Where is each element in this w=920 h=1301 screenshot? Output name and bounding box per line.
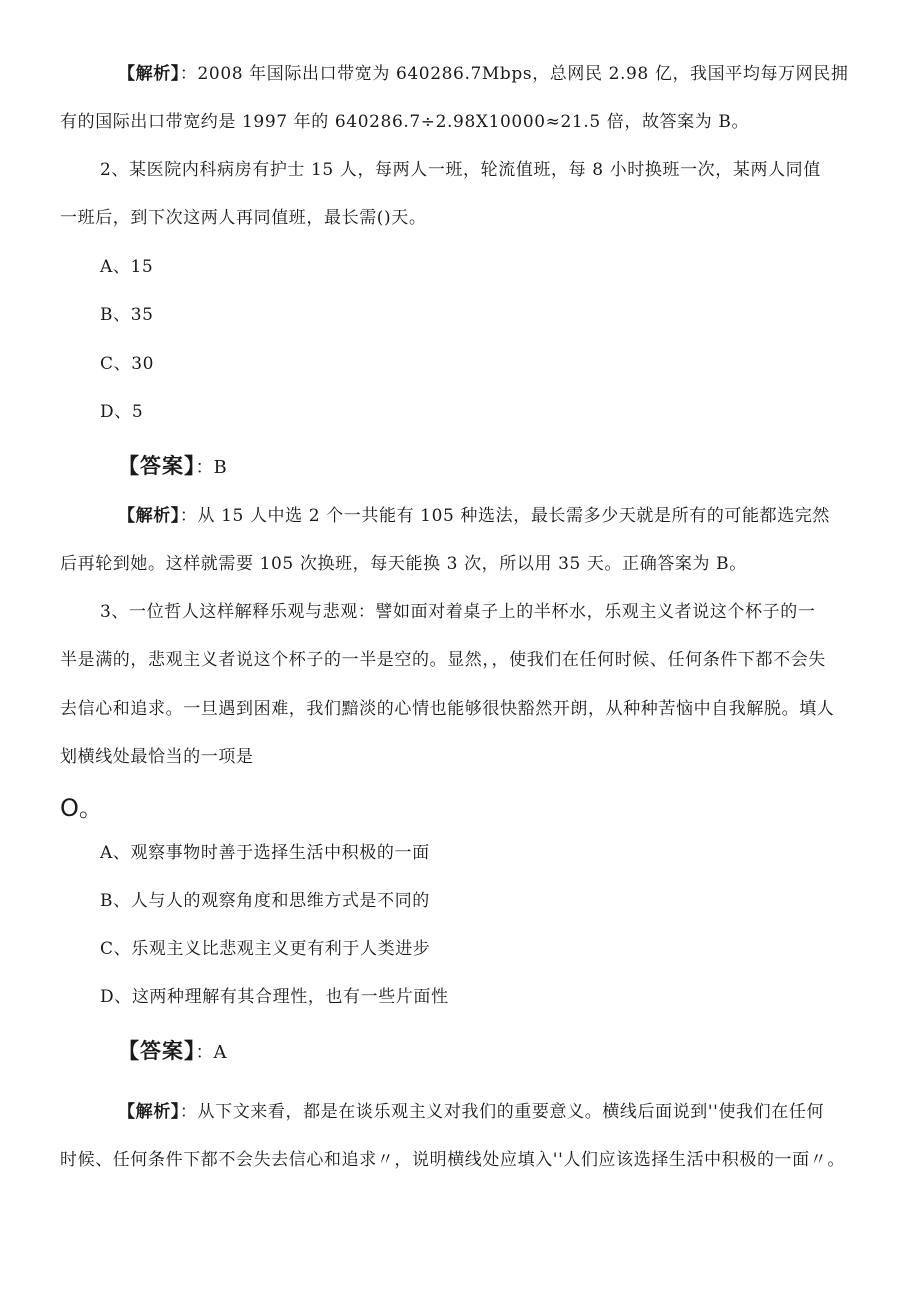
q3-option-a: A、观察事物时善于选择生活中积极的一面: [100, 843, 430, 863]
q2-answer: [118, 452, 227, 482]
q2-option-c: C、30: [100, 354, 155, 374]
q3-analysis-tag: 【解析】: [118, 1102, 180, 1122]
q3-answer-tag: 【答案】: [118, 1039, 196, 1063]
q1-analysis-line-1: [118, 62, 848, 86]
q3-option-b: B、人与人的观察角度和思维方式是不同的: [100, 891, 430, 911]
q3-stem-line-3: 去信心和追求。一旦遇到困难，我们黯淡的心情也能够很快豁然开朗，从种种苦恼中自我解脱。填人: [60, 699, 835, 719]
q2-stem-line-2: 一班后，到下次这两人再同值班，最长需()天。: [60, 208, 427, 228]
q2-analysis-tag: 【解析】: [118, 506, 180, 526]
q2-option-a: A、15: [100, 257, 154, 277]
q3-answer-value: ：A: [195, 1042, 227, 1063]
q3-analysis-line-2: 时候、任何条件下都不会失去信心和追求〃，说明横线处应填入''人们应该选择生活中积极的一面〃。: [60, 1150, 845, 1170]
q3-option-d: D、这两种理解有其合理性，也有一些片面性: [100, 987, 449, 1007]
q3-option-c: C、乐观主义比悲观主义更有利于人类进步: [100, 939, 431, 959]
q2-analysis-line-2: 后再轮到她。这样就需要 105 次换班，每天能换 3 次，所以用 35 天。正确答案为 B。: [60, 554, 747, 574]
q3-stem-line-1: 3、一位哲人这样解释乐观与悲观：譬如面对着桌子上的半杯水，乐观主义者说这个杯子的一: [100, 602, 816, 622]
q3-analysis-text-1: ：从下文来看，都是在谈乐观主义对我们的重要意义。横线后面说到''使我们在任何: [179, 1102, 825, 1122]
q3-analysis-line-1: [118, 1100, 824, 1124]
q3-stem-line-5: O。: [60, 794, 103, 822]
q3-stem-line-2: 半是满的，悲观主义者说这个杯子的一半是空的。显然，，使我们在任何时候、任何条件下都不会失: [60, 650, 826, 670]
q2-answer-value: ：B: [195, 457, 227, 478]
q2-analysis-text-1: ：从 15 人中选 2 个一共能有 105 种选法，最长需多少天就是所有的可能都选完然: [179, 506, 831, 526]
q2-option-d: D、5: [100, 402, 144, 422]
q3-stem-line-4: 划横线处最恰当的一项是: [60, 747, 254, 767]
q1-analysis-line-2: 有的国际出口带宽约是 1997 年的 640286.7÷2.98X10000≈21.5 倍，故答案为 B。: [60, 112, 750, 132]
q3-answer: [118, 1037, 227, 1067]
q2-answer-tag: 【答案】: [118, 454, 196, 478]
q1-analysis-tag: 【解析】: [118, 64, 180, 84]
q2-stem-line-1: 2、某医院内科病房有护士 15 人，每两人一班，轮流值班，每 8 小时换班一次，某两人同值: [100, 160, 821, 180]
q1-analysis-text-1: ：2008 年国际出口带宽为 640286.7Mbps，总网民 2.98 亿，我国平均每万网民拥: [179, 64, 849, 84]
q2-analysis-line-1: [118, 504, 830, 528]
q2-option-b: B、35: [100, 305, 154, 325]
